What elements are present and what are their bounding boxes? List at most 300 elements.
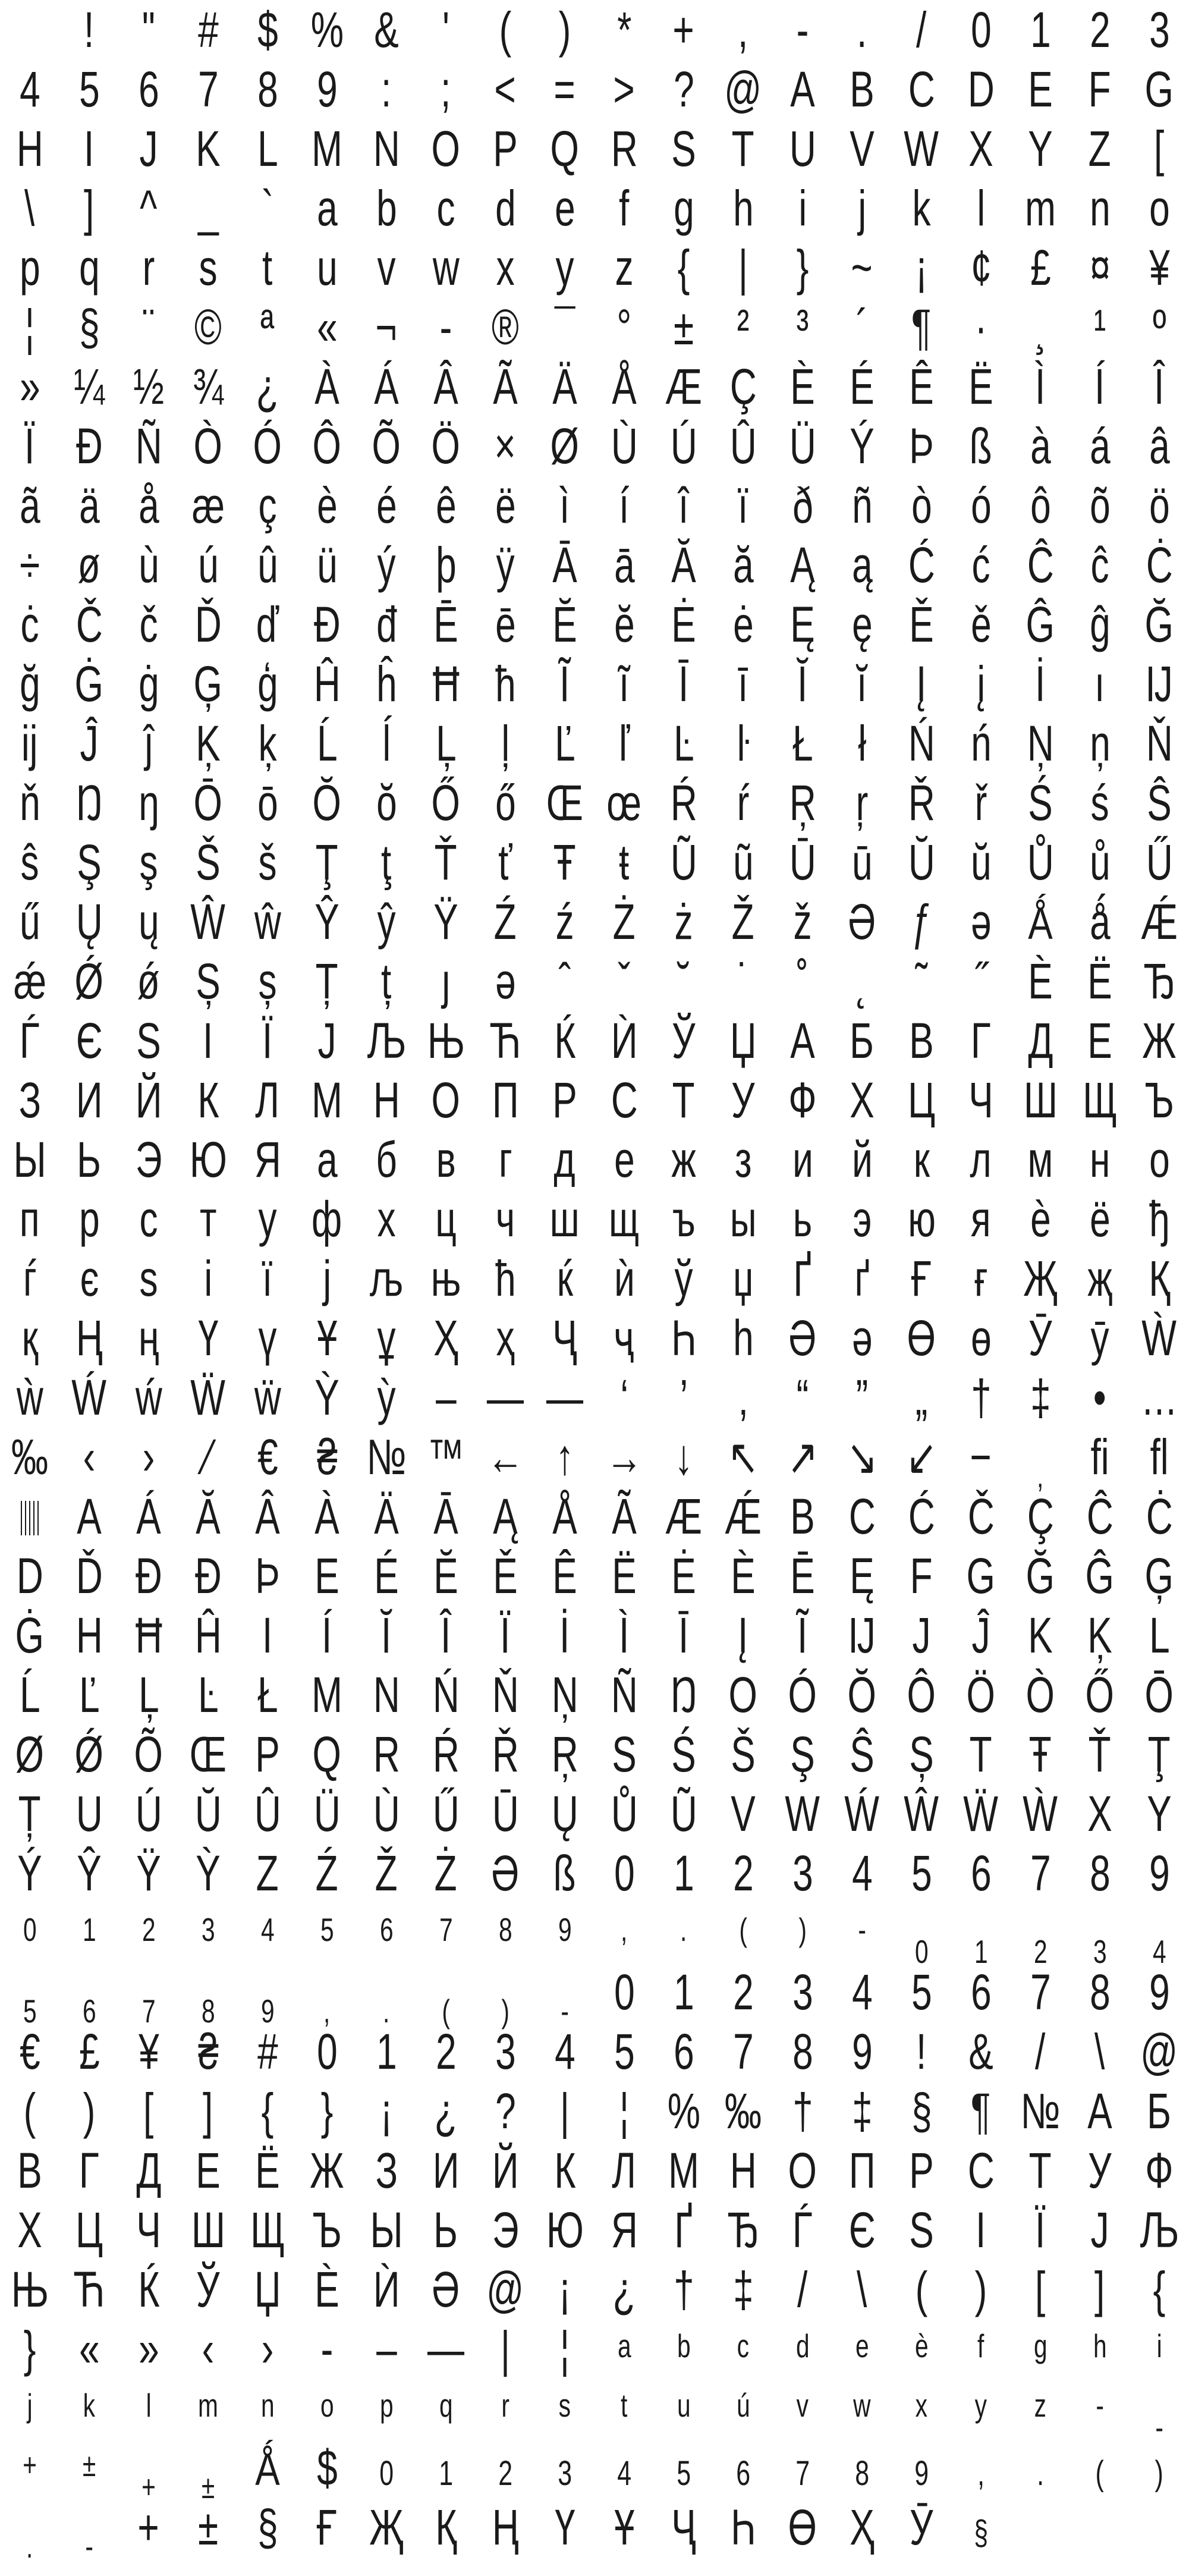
glyph-cell: С [611, 1072, 638, 1128]
glyph-cell: Ķ [1087, 1607, 1112, 1663]
glyph-cell: Г [971, 1013, 991, 1069]
glyph-cell: 4 [617, 2454, 631, 2493]
glyph-cell: ! [84, 2, 95, 58]
glyph-cell: Á [374, 359, 399, 414]
glyph-cell: ¢ [970, 240, 992, 296]
glyph-cell: 5 [78, 61, 100, 117]
glyph-cell: + [672, 2, 695, 58]
glyph-cell: ý [377, 537, 396, 593]
glyph-cell: Є [76, 1013, 103, 1069]
glyph-cell: ǽ [13, 953, 46, 1009]
glyph-cell: # [257, 2024, 278, 2079]
glyph-cell: й [851, 1132, 873, 1188]
glyph-cell: 1 [673, 1964, 694, 2020]
glyph-cell: Ŋ [670, 1667, 697, 1723]
glyph-cell: X [1087, 1786, 1112, 1842]
glyph-cell: $ [257, 2, 278, 58]
glyph-cell: Ű [1146, 834, 1173, 890]
glyph-cell: ‘ [620, 1369, 628, 1425]
glyph-cell: ^ [140, 180, 158, 236]
glyph-cell: Ö [431, 418, 461, 474]
glyph-cell: щ [609, 1191, 640, 1247]
glyph-cell: Ь [77, 1132, 102, 1188]
glyph-cell: Ź [316, 1845, 338, 1901]
glyph-row [0, 1724, 1189, 1784]
glyph-cell: 3 [792, 1845, 813, 1901]
glyph-row [0, 951, 1189, 1011]
glyph-cell: ō [257, 775, 278, 831]
glyph-cell: т [199, 1191, 217, 1247]
glyph-cell: Б [1147, 2083, 1172, 2139]
glyph-cell: ( [499, 2, 512, 58]
glyph-cell: Ū [492, 1786, 519, 1842]
glyph-cell: ↓ [674, 1429, 693, 1485]
glyph-cell: = [553, 61, 576, 117]
glyph-cell: - [796, 2, 809, 58]
glyph-cell: Ẁ [1141, 1310, 1177, 1366]
glyph-row [0, 654, 1189, 714]
glyph-cell: Ң [76, 1310, 103, 1366]
glyph-cell: • [1093, 1369, 1106, 1425]
glyph-cell: и [792, 1132, 813, 1188]
glyph-cell: œ [606, 775, 642, 831]
glyph-cell: ӯ [1090, 1310, 1109, 1366]
glyph-cell: Q [550, 121, 580, 177]
glyph-cell: k [83, 2387, 96, 2424]
glyph-cell: … [1140, 1369, 1178, 1425]
glyph-cell: Ć [908, 537, 935, 593]
glyph-cell: Ќ [553, 1013, 576, 1069]
glyph-cell: Ё [255, 2143, 280, 2198]
glyph-cell: ģ [257, 656, 278, 712]
glyph-cell: Í [1094, 359, 1105, 414]
glyph-cell: á [1089, 418, 1111, 474]
glyph-cell: ¿ [435, 2083, 457, 2139]
glyph-cell: 2 [1089, 2, 1111, 58]
glyph-cell: Ŗ [789, 775, 816, 831]
glyph-cell: ų [138, 894, 159, 950]
glyph-cell: ¶ [911, 299, 932, 355]
glyph-cell: £ [78, 2024, 100, 2079]
glyph-cell: Ґ [674, 2202, 693, 2258]
glyph-cell: А [1087, 2083, 1112, 2139]
glyph-cell: О [788, 2143, 817, 2198]
glyph-cell: É [850, 359, 875, 414]
glyph-cell: Ż [435, 1845, 457, 1901]
glyph-cell: 3 [1149, 2, 1170, 58]
glyph-cell: Ð [194, 1548, 222, 1604]
glyph-cell: @ [486, 2261, 524, 2317]
glyph-cell: ‡ [1030, 1369, 1051, 1425]
glyph-cell: Õ [134, 1726, 163, 1782]
glyph-cell: 7 [141, 1993, 156, 2030]
glyph-cell: ‡ [851, 2083, 873, 2139]
glyph-cell: — [427, 2321, 465, 2377]
glyph-cell: ғ [974, 1251, 988, 1306]
glyph-cell: / [797, 2261, 808, 2317]
glyph-cell: e [554, 180, 575, 236]
glyph-cell: Ě [493, 1548, 518, 1604]
glyph-cell: 8 [257, 61, 278, 117]
glyph-cell: − [970, 1429, 992, 1485]
glyph-cell: ť [498, 834, 512, 890]
glyph-cell: N [373, 1667, 400, 1723]
glyph-cell: Ľ [554, 715, 575, 771]
glyph-cell: ĕ [614, 596, 635, 652]
glyph-cell: Ã [612, 1488, 637, 1544]
glyph-cell: 9 [1149, 1845, 1170, 1901]
glyph-cell: 5 [677, 2454, 691, 2493]
glyph-cell: 5 [911, 1964, 932, 2020]
glyph-cell: Ǿ [74, 1726, 104, 1782]
glyph-cell: ć [971, 537, 990, 593]
glyph-row [0, 773, 1189, 833]
glyph-cell: Ř [492, 1726, 519, 1782]
glyph-cell: Ê [552, 1548, 577, 1604]
glyph-cell: Í [322, 1607, 332, 1663]
glyph-cell: į [977, 656, 985, 712]
glyph-cell: “ [796, 1369, 809, 1425]
glyph-row [0, 2379, 1189, 2446]
glyph-cell: ? [495, 2083, 516, 2139]
glyph-cell: 0 [379, 2454, 394, 2493]
glyph-cell: Н [729, 2143, 757, 2198]
glyph-cell: Č [967, 1488, 995, 1544]
glyph-cell: ú [736, 2387, 750, 2424]
glyph-cell: ¾ [193, 359, 224, 414]
glyph-cell: ѓ [23, 1251, 37, 1306]
glyph-cell: Т [672, 1072, 695, 1128]
glyph-cell: Ŏ [312, 775, 342, 831]
glyph-cell: г [498, 1132, 512, 1188]
glyph-cell: Ӯ [910, 2499, 933, 2555]
glyph-cell: Ŷ [77, 1845, 102, 1901]
glyph-cell: Ј [1090, 2202, 1109, 2258]
glyph-cell: F [1089, 61, 1111, 117]
glyph-cell: ¡ [380, 2083, 393, 2139]
glyph-cell: Ҷ [671, 2499, 696, 2555]
glyph-cell: Й [492, 2143, 519, 2198]
glyph-cell: ң [138, 1310, 159, 1366]
glyph-cell: å [138, 477, 159, 533]
glyph-cell: ì [559, 477, 570, 533]
glyph-cell: с [139, 1191, 158, 1247]
glyph-cell: J [912, 1607, 931, 1663]
glyph-cell: ż [674, 894, 693, 950]
glyph-cell: q [439, 2387, 453, 2424]
glyph-cell: Ӯ [1028, 1310, 1052, 1366]
glyph-cell: 4 [851, 1964, 873, 2020]
glyph-cell: Į [916, 656, 927, 712]
glyph-cell: + [23, 2446, 37, 2483]
glyph-cell: Ė [671, 596, 696, 652]
glyph-cell: Ē [433, 596, 458, 652]
glyph-cell: Ț [316, 953, 338, 1009]
glyph-cell: Е [1087, 1013, 1112, 1069]
glyph-cell: L [1149, 1607, 1170, 1663]
glyph-cell: Ч [136, 2202, 161, 2258]
glyph-cell: ½ [133, 359, 164, 414]
glyph-row [0, 535, 1189, 595]
glyph-cell: Ĳ [848, 1607, 876, 1663]
glyph-cell: Х [17, 2202, 42, 2258]
glyph-cell: Y [1028, 121, 1053, 177]
glyph-cell: Õ [372, 418, 401, 474]
glyph-cell: d [495, 180, 516, 236]
glyph-cell: ˇ [618, 953, 631, 1009]
glyph-cell: ¦ [559, 2321, 570, 2377]
glyph-cell: З [375, 2143, 398, 2198]
glyph-cell: 2 [1033, 1933, 1048, 1970]
glyph-cell: Ỳ [314, 1369, 339, 1425]
glyph-cell: Î [1154, 359, 1165, 414]
glyph-cell: 1 [673, 1845, 694, 1901]
glyph-cell: 8 [1089, 1964, 1111, 2020]
glyph-cell: ŝ [20, 834, 39, 890]
glyph-cell: Б [850, 1013, 875, 1069]
glyph-cell: О [431, 1072, 461, 1128]
glyph-cell: À [314, 1488, 339, 1544]
glyph-cell: Ə [848, 894, 876, 950]
glyph-cell: Ċ [1146, 1488, 1173, 1544]
glyph-cell: Ł [257, 1667, 278, 1723]
glyph-cell: ţ [381, 834, 392, 890]
glyph-cell: n [1089, 180, 1111, 236]
glyph-cell: Ŵ [904, 1786, 939, 1842]
glyph-cell: Ļ [138, 1667, 159, 1723]
glyph-cell: 0 [614, 1845, 635, 1901]
glyph-cell: E [314, 1548, 339, 1604]
glyph-cell: а [316, 1132, 338, 1188]
glyph-cell: Ѕ [136, 1013, 161, 1069]
glyph-cell: ĥ [376, 656, 397, 712]
glyph-cell: . [857, 2, 867, 58]
glyph-cell: Ĕ [433, 1548, 458, 1604]
glyph-cell: Ī [678, 1607, 689, 1663]
glyph-cell: ¡ [558, 2261, 571, 2317]
glyph-cell: ë [495, 477, 516, 533]
glyph-cell: ā [614, 537, 635, 593]
glyph-cell: ₴ [316, 1429, 338, 1485]
glyph-cell: ř [974, 775, 987, 831]
glyph-cell: É [374, 1548, 399, 1604]
glyph-cell: P [255, 1726, 280, 1782]
glyph-cell: Ў [672, 1013, 696, 1069]
glyph-cell: ˆ [558, 953, 571, 1009]
glyph-cell: ø [78, 537, 100, 593]
glyph-cell: Ä [552, 359, 577, 414]
glyph-cell: 0 [970, 2, 992, 58]
glyph-cell: ş [139, 834, 158, 890]
glyph-cell: ¯ [554, 299, 575, 355]
glyph-cell: ў [674, 1251, 693, 1306]
glyph-cell: i [1156, 2327, 1162, 2364]
glyph-row [0, 357, 1189, 416]
glyph-cell: ] [203, 2083, 213, 2139]
glyph-cell: Ð [76, 418, 103, 474]
glyph-cell: Ī [678, 656, 689, 712]
glyph-cell: y [555, 240, 574, 296]
glyph-row [0, 1665, 1189, 1724]
glyph-cell: Ẃ [844, 1786, 880, 1842]
glyph-cell: Ћ [73, 2261, 105, 2317]
glyph-cell: \ [857, 2261, 867, 2317]
glyph-cell: 3 [558, 2454, 572, 2493]
glyph-cell: N [373, 121, 400, 177]
glyph-cell: § [78, 299, 100, 355]
glyph-cell: І [976, 2202, 986, 2258]
glyph-cell: ˙ [737, 953, 750, 1009]
glyph-cell: ¨ [142, 299, 155, 355]
glyph-cell: † [970, 1369, 992, 1425]
glyph-cell: } [320, 2083, 334, 2139]
glyph-cell: Ġ [15, 1607, 45, 1663]
glyph-cell: В [17, 2143, 42, 2198]
glyph-cell: Ǻ [255, 2440, 280, 2496]
glyph-cell: – [435, 1369, 457, 1425]
glyph-cell: Ъ [1144, 1072, 1174, 1128]
glyph-cell: 5 [911, 1845, 932, 1901]
glyph-cell: u [677, 2387, 691, 2424]
glyph-cell: · [974, 299, 987, 355]
glyph-cell: Ŧ [553, 834, 576, 890]
glyph-cell: Ы [370, 2202, 403, 2258]
glyph-cell: † [792, 2083, 813, 2139]
glyph-cell: H [16, 121, 43, 177]
glyph-cell: Y [1147, 1786, 1172, 1842]
glyph-cell: Ņ [551, 1667, 578, 1723]
glyph-cell: ¿ [256, 359, 279, 414]
glyph-cell: Ď [76, 1548, 103, 1604]
glyph-cell: ” [855, 1369, 869, 1425]
glyph-cell: ž [793, 894, 812, 950]
glyph-cell: › [142, 1429, 155, 1485]
glyph-cell: Ю [189, 1132, 227, 1188]
glyph-cell: Ŀ [673, 715, 694, 771]
glyph-cell: Ś [671, 1726, 696, 1782]
glyph-cell: é [376, 477, 397, 533]
glyph-cell: — [486, 1369, 524, 1425]
glyph-cell: ― [546, 1369, 584, 1425]
glyph-cell: Ç [1027, 1488, 1054, 1544]
glyph-cell: У [1088, 2143, 1112, 2198]
glyph-row [0, 2319, 1189, 2379]
glyph-cell: Þ [255, 1548, 280, 1604]
glyph-cell: Я [254, 1132, 281, 1188]
glyph-row [0, 892, 1189, 951]
glyph-cell: è [316, 477, 338, 533]
glyph-cell: z [1034, 2387, 1047, 2424]
glyph-cell: Ŭ [194, 1786, 222, 1842]
glyph-cell: ò [911, 477, 932, 533]
glyph-cell: ↘ [846, 1429, 878, 1485]
glyph-cell: . [1037, 2454, 1044, 2493]
glyph-cell: ẅ [254, 1369, 281, 1425]
glyph-row [0, 1903, 1189, 1970]
glyph-cell: Ў [196, 2261, 220, 2317]
glyph-cell: Ĺ [19, 1667, 40, 1723]
glyph-cell: Đ [135, 1548, 162, 1604]
glyph-cell: 2 [732, 1845, 754, 1901]
glyph-row [0, 59, 1189, 119]
glyph-cell: Ë [968, 359, 993, 414]
glyph-cell: A [77, 1488, 102, 1544]
glyph-cell: 4 [554, 2024, 575, 2079]
glyph-cell: Ń [432, 1667, 460, 1723]
glyph-cell: 0 [23, 1911, 37, 1948]
glyph-cell: Ċ [1146, 537, 1173, 593]
glyph-cell: D [16, 1548, 43, 1604]
glyph-cell: Ė [671, 1548, 696, 1604]
glyph-cell: ś [1090, 775, 1109, 831]
glyph-cell: Ł [792, 715, 813, 771]
glyph-cell: 5 [614, 2024, 635, 2079]
glyph-cell: Ò [1026, 1667, 1055, 1723]
glyph-cell: p [379, 2387, 394, 2424]
glyph-cell: ² [737, 299, 750, 355]
glyph-row [0, 595, 1189, 654]
glyph-cell: ĵ [144, 715, 153, 771]
glyph-cell: п [20, 1191, 40, 1247]
glyph-cell: ↑ [555, 1429, 574, 1485]
glyph-cell: ĝ [1089, 596, 1111, 652]
glyph-cell: Ŧ [1029, 1726, 1052, 1782]
glyph-cell: Ą [790, 537, 815, 593]
glyph-cell: ǻ [1089, 894, 1111, 950]
glyph-cell: S [671, 121, 696, 177]
glyph-cell: Ž [375, 1845, 398, 1901]
glyph-cell: 3 [792, 1964, 813, 2020]
glyph-cell: ũ [732, 834, 754, 890]
glyph-cell: , [738, 2, 748, 58]
glyph-cell: Ĩ [559, 656, 570, 712]
glyph-cell: Ŷ [314, 894, 339, 950]
glyph-cell: ¡ [915, 240, 928, 296]
glyph-cell: ↙ [905, 1429, 938, 1485]
glyph-cell: Ћ [489, 1013, 521, 1069]
glyph-cell: - [1155, 2409, 1163, 2446]
glyph-cell: 0 [316, 2024, 338, 2079]
glyph-cell: ҷ [614, 1310, 634, 1366]
glyph-row [0, 0, 1189, 59]
glyph-row [0, 1368, 1189, 1427]
glyph-cell: ’ [680, 1369, 688, 1425]
glyph-cell: Ţ [1148, 1726, 1171, 1782]
glyph-row [0, 2200, 1189, 2260]
glyph-cell: ѕ [139, 1251, 158, 1306]
glyph-cell: Ý [17, 1845, 42, 1901]
glyph-cell: Л [612, 2143, 637, 2198]
glyph-cell: Ỳ [196, 1845, 221, 1901]
glyph-cell: 8 [1089, 1845, 1111, 1901]
glyph-cell: 6 [970, 1964, 992, 2020]
glyph-cell: Ý [850, 418, 875, 474]
glyph-cell: Ň [492, 1667, 519, 1723]
glyph-cell: Ů [611, 1786, 638, 1842]
glyph-row [0, 2081, 1189, 2141]
glyph-cell: Ù [611, 418, 638, 474]
glyph-cell: ( [739, 1911, 747, 1948]
glyph-cell: ï [738, 477, 748, 533]
glyph-cell: 8 [201, 1993, 215, 2030]
glyph-cell: Ә [788, 1310, 817, 1366]
glyph-cell: һ [732, 1310, 754, 1366]
glyph-cell: Ò [193, 418, 223, 474]
glyph-cell: № [366, 1429, 407, 1485]
glyph-cell: E [1028, 61, 1053, 117]
glyph-cell: f [619, 180, 630, 236]
glyph-cell: Х [850, 1072, 875, 1128]
